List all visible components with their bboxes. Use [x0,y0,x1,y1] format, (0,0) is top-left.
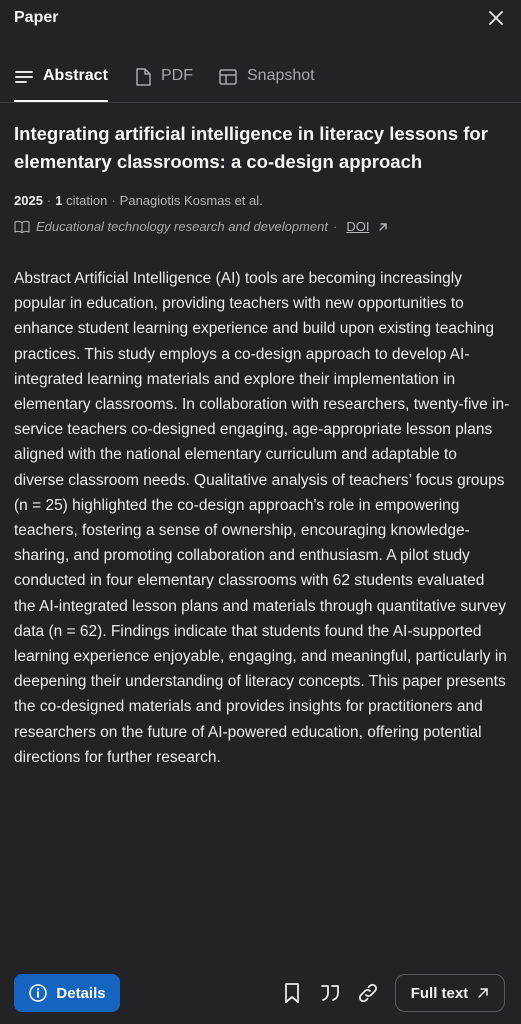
document-icon [134,67,152,87]
panel-header [0,0,521,36]
close-icon[interactable] [487,9,505,27]
abstract-text: Abstract Artificial Intelligence (AI) tools are becoming increasingly popular in education, providing teachers with new opportunities to enhance student learning experience and build upon existing teaching practices. This study employs a co-design approach to develop AI-integrated learning materials and explore their implementation in elementary classrooms. In collaboration with researchers, twenty-five in-service teachers co-designed engaging, age-appropriate lesson plans aligned with the national elementary curriculum and adaptable to diverse classroom needs. Qualitative analysis of teachers’ focus groups (n = 25) highlighted the co-design approach's role in empowering teachers, fostering a sense of ownership, encouraging knowledge-sharing, and promoting collaboration and enthusiasm. A pilot study conducted in four elementary classrooms with 62 students evaluated the AI-integrated lesson plans and materials through quantitative survey data (n = 62). Findings indicate that students found the AI-supported learning experience enjoyable, engaging, and meaningful, particularly in deepening their understanding of literacy concepts. This paper presents the co-designed materials and provides insights for practitioners and researchers on the future of AI-powered education, offering potential directions for further research. [14,270,510,766]
tab-pdf-label: PDF [161,67,193,84]
tab-snapshot[interactable] [218,58,315,100]
snapshot-icon [218,67,238,87]
paper-authors: Panagiotis Kosmas et al. [119,193,263,208]
paper-year: 2025 [14,193,43,208]
tab-abstract-label: Abstract [43,67,108,84]
doi-link[interactable]: DOI [346,219,370,234]
full-text-label: Full text [410,984,469,1002]
external-link-icon[interactable] [377,221,389,233]
paper-source: Educational technology research and development · DOI [14,219,389,234]
full-text-button[interactable] [395,974,505,1012]
info-icon [28,983,48,1003]
citation-label: citation [66,193,108,208]
bookmark-icon[interactable] [280,981,304,1005]
tab-pdf[interactable] [134,58,193,100]
citation-count: 1 [55,193,63,208]
details-label: Details [56,984,106,1002]
link-icon[interactable] [356,981,380,1005]
tab-abstract[interactable] [14,58,108,102]
panel-title: Paper [14,9,59,26]
details-button[interactable] [14,974,120,1012]
journal-name: Educational technology research and development [36,219,328,234]
external-link-icon [477,987,489,999]
paper-title: Integrating artificial intelligence in literacy lessons for elementary classrooms: a co-design approach [14,123,488,172]
paper-meta: 2025 · 1 citation · Panagiotis Kosmas et al. [14,193,263,208]
quote-icon[interactable] [318,981,342,1005]
book-icon [14,220,30,234]
tab-bar [0,58,521,103]
list-icon [14,67,34,87]
tab-snapshot-label: Snapshot [247,67,315,84]
